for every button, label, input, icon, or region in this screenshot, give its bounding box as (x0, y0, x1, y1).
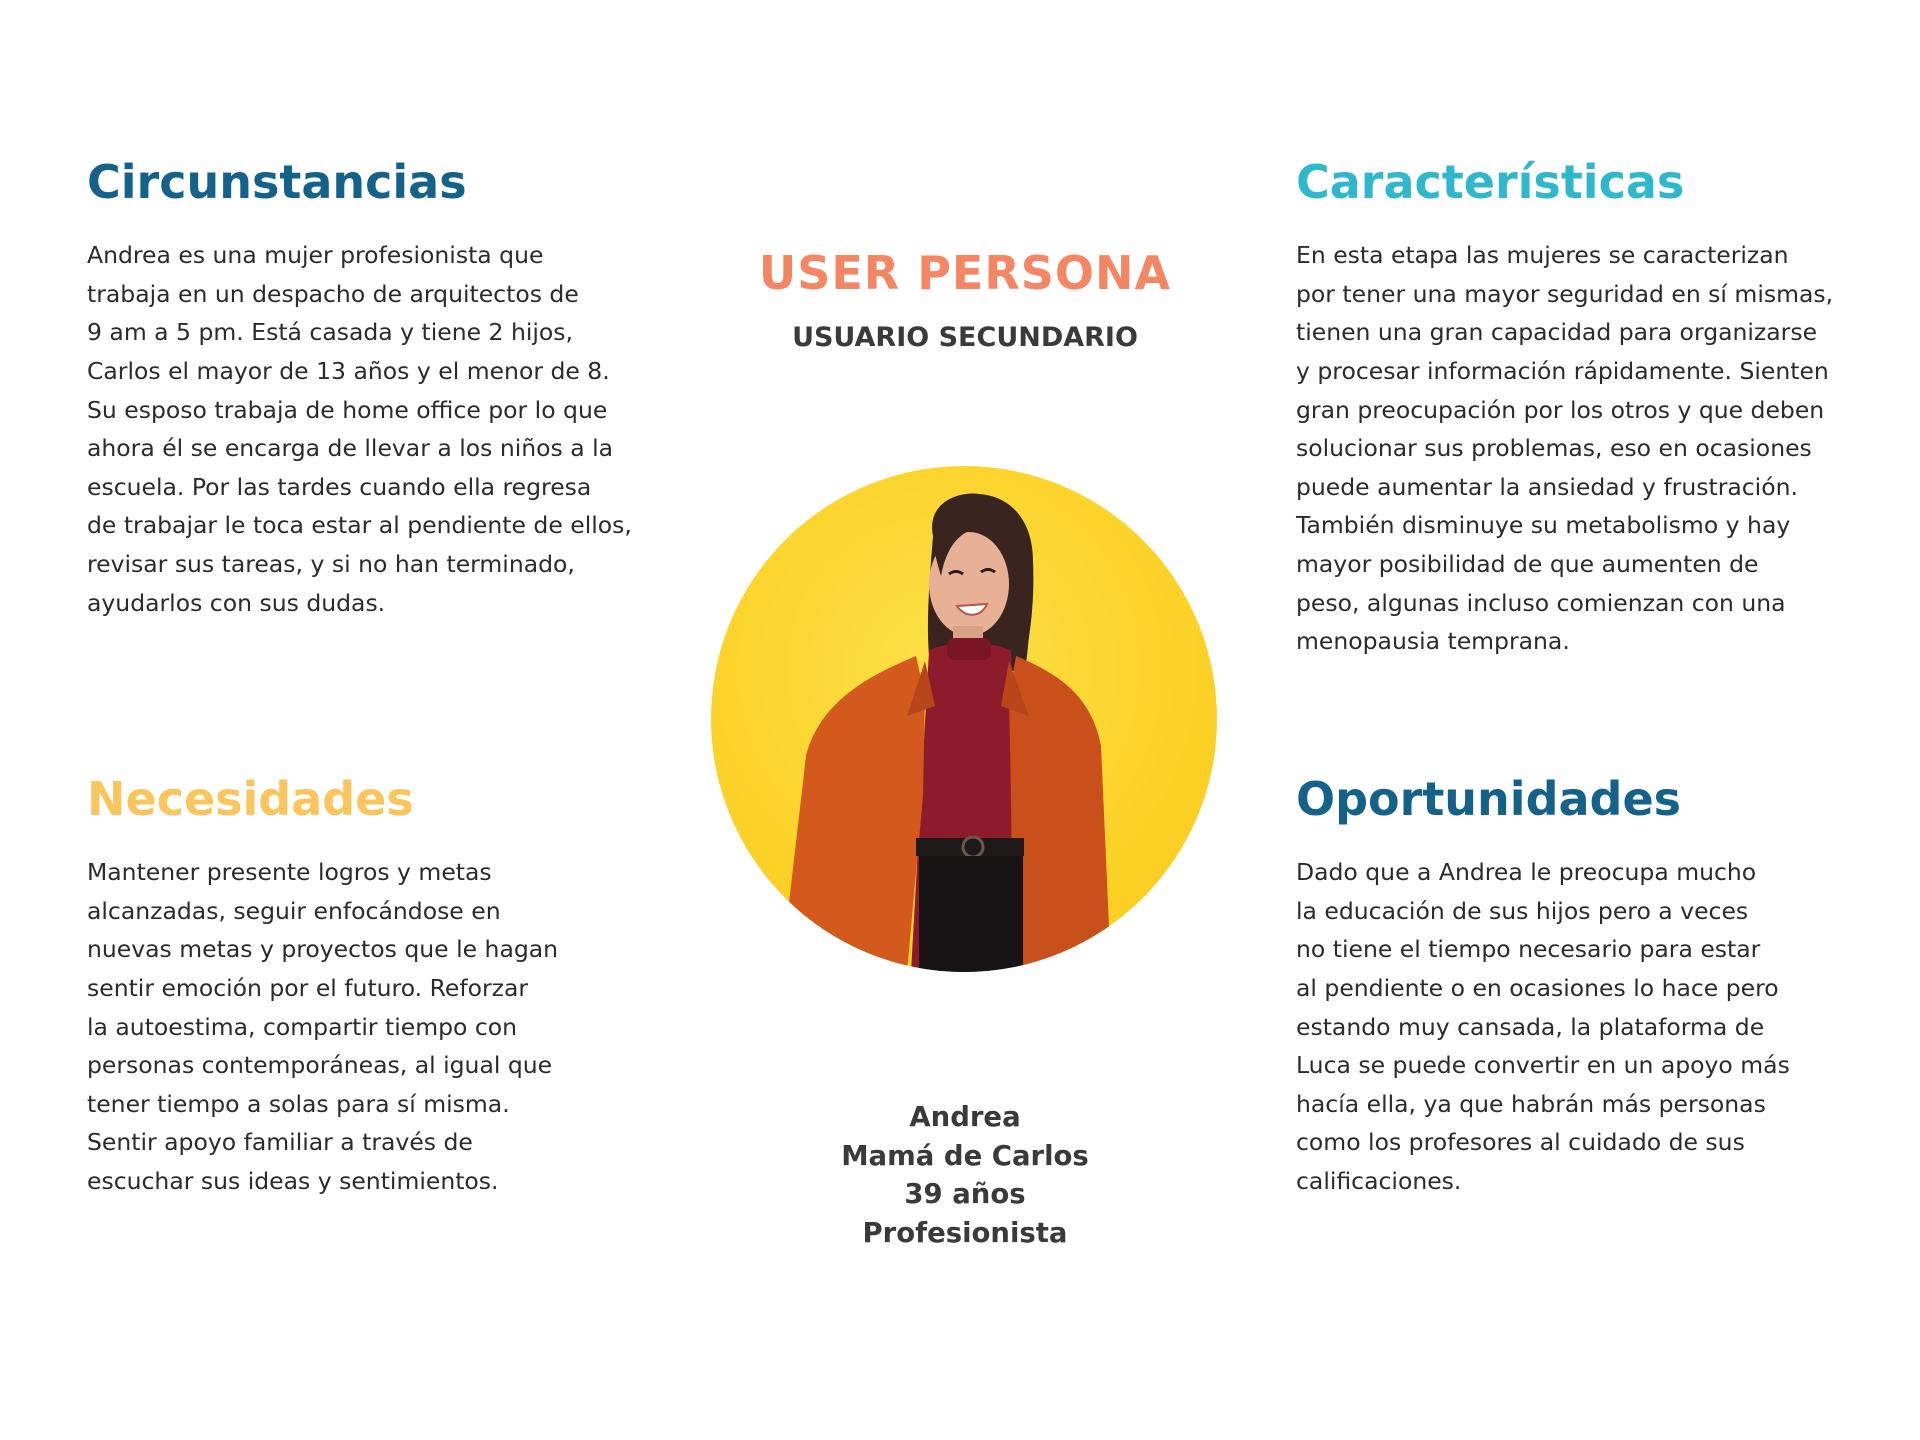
body-line: sentir emoción por el futuro. Reforzar (87, 973, 529, 1002)
body-line: mayor posibilidad de que aumenten de (1296, 549, 1759, 578)
body-line: Luca se puede convertir en un apoyo más (1296, 1051, 1790, 1080)
body-line: En esta etapa las mujeres se caracterizan (1296, 241, 1789, 270)
section-title-necesidades: Necesidades (87, 772, 414, 826)
profile-age: 39 años (904, 1178, 1026, 1211)
body-line: escuela. Por las tardes cuando ella regresa (87, 472, 592, 501)
body-line: la autoestima, compartir tiempo con (87, 1012, 518, 1041)
profile-name: Andrea (909, 1101, 1021, 1133)
body-line: hacía ella, ya que habrán más personas (1296, 1089, 1766, 1118)
profile-info (660, 1098, 1270, 1252)
section-title-circunstancias: Circunstancias (87, 155, 467, 209)
profile-role: Mamá de Carlos (841, 1139, 1089, 1172)
body-line: Mantener presente logros y metas (87, 858, 492, 887)
section-oportunidades (1296, 772, 1876, 1201)
body-line: También disminuye su metabolismo y hay (1296, 511, 1791, 540)
body-line: peso, algunas incluso comienzan con una (1296, 588, 1786, 617)
body-line: tener tiempo a solas para sí misma. (87, 1089, 510, 1118)
section-title-oportunidades: Oportunidades (1296, 772, 1682, 826)
body-line: de trabajar le toca estar al pendiente de ellos, (87, 511, 632, 540)
body-line: revisar sus tareas, y si no han terminado, (87, 549, 575, 578)
body-line: escuchar sus ideas y sentimientos. (87, 1166, 499, 1195)
body-line: Dado que a Andrea le preocupa mucho (1296, 858, 1757, 887)
body-line: personas contemporáneas, al igual que (87, 1051, 553, 1080)
body-line: como los profesores al cuidado de sus (1296, 1128, 1745, 1157)
body-line: solucionar sus problemas, eso en ocasiones (1296, 434, 1812, 463)
section-circunstancias (87, 155, 667, 622)
section-body-necesidades (87, 853, 667, 1200)
page-subtitle: USUARIO SECUNDARIO (792, 322, 1138, 353)
section-body-oportunidades (1296, 853, 1876, 1200)
body-line: ayudarlos con sus dudas. (87, 588, 386, 617)
body-line: la educación de sus hijos pero a veces (1296, 896, 1749, 925)
body-line: gran preocupación por los otros y que deben (1296, 395, 1825, 424)
body-line: alcanzadas, seguir enfocándose en (87, 896, 501, 925)
body-line: no tiene el tiempo necesario para estar (1296, 935, 1761, 964)
profile-occupation: Profesionista (862, 1216, 1068, 1249)
section-title-caracteristicas: Características (1296, 155, 1685, 209)
section-body-caracteristicas (1296, 236, 1876, 661)
section-necesidades (87, 772, 667, 1201)
body-line: tienen una gran capacidad para organizarse (1296, 318, 1818, 347)
body-line: trabaja en un despacho de arquitectos de (87, 279, 579, 308)
body-line: Sentir apoyo familiar a través de (87, 1128, 473, 1157)
body-line: calificaciones. (1296, 1166, 1462, 1195)
avatar-portrait-illustration (711, 466, 1217, 972)
body-line: nuevas metas y proyectos que le hagan (87, 935, 559, 964)
body-line: puede aumentar la ansiedad y frustración. (1296, 472, 1798, 501)
body-line: al pendiente o en ocasiones lo hace pero (1296, 973, 1779, 1002)
body-line: Su esposo trabaja de home office por lo que (87, 395, 608, 424)
page-title: USER PERSONA (758, 246, 1172, 300)
body-line: menopausia temprana. (1296, 627, 1570, 656)
body-line: ahora él se encarga de llevar a los niños a la (87, 434, 614, 463)
body-line: Andrea es una mujer profesionista que (87, 241, 544, 270)
body-line: 9 am a 5 pm. Está casada y tiene 2 hijos, (87, 318, 574, 347)
section-body-circunstancias (87, 236, 667, 622)
avatar (711, 466, 1217, 972)
body-line: estando muy cansada, la plataforma de (1296, 1012, 1765, 1041)
section-caracteristicas (1296, 155, 1876, 661)
body-line: y procesar información rápidamente. Sienten (1296, 356, 1829, 385)
body-line: por tener una mayor seguridad en sí mismas, (1296, 279, 1834, 308)
body-line: Carlos el mayor de 13 años y el menor de 8. (87, 356, 610, 385)
